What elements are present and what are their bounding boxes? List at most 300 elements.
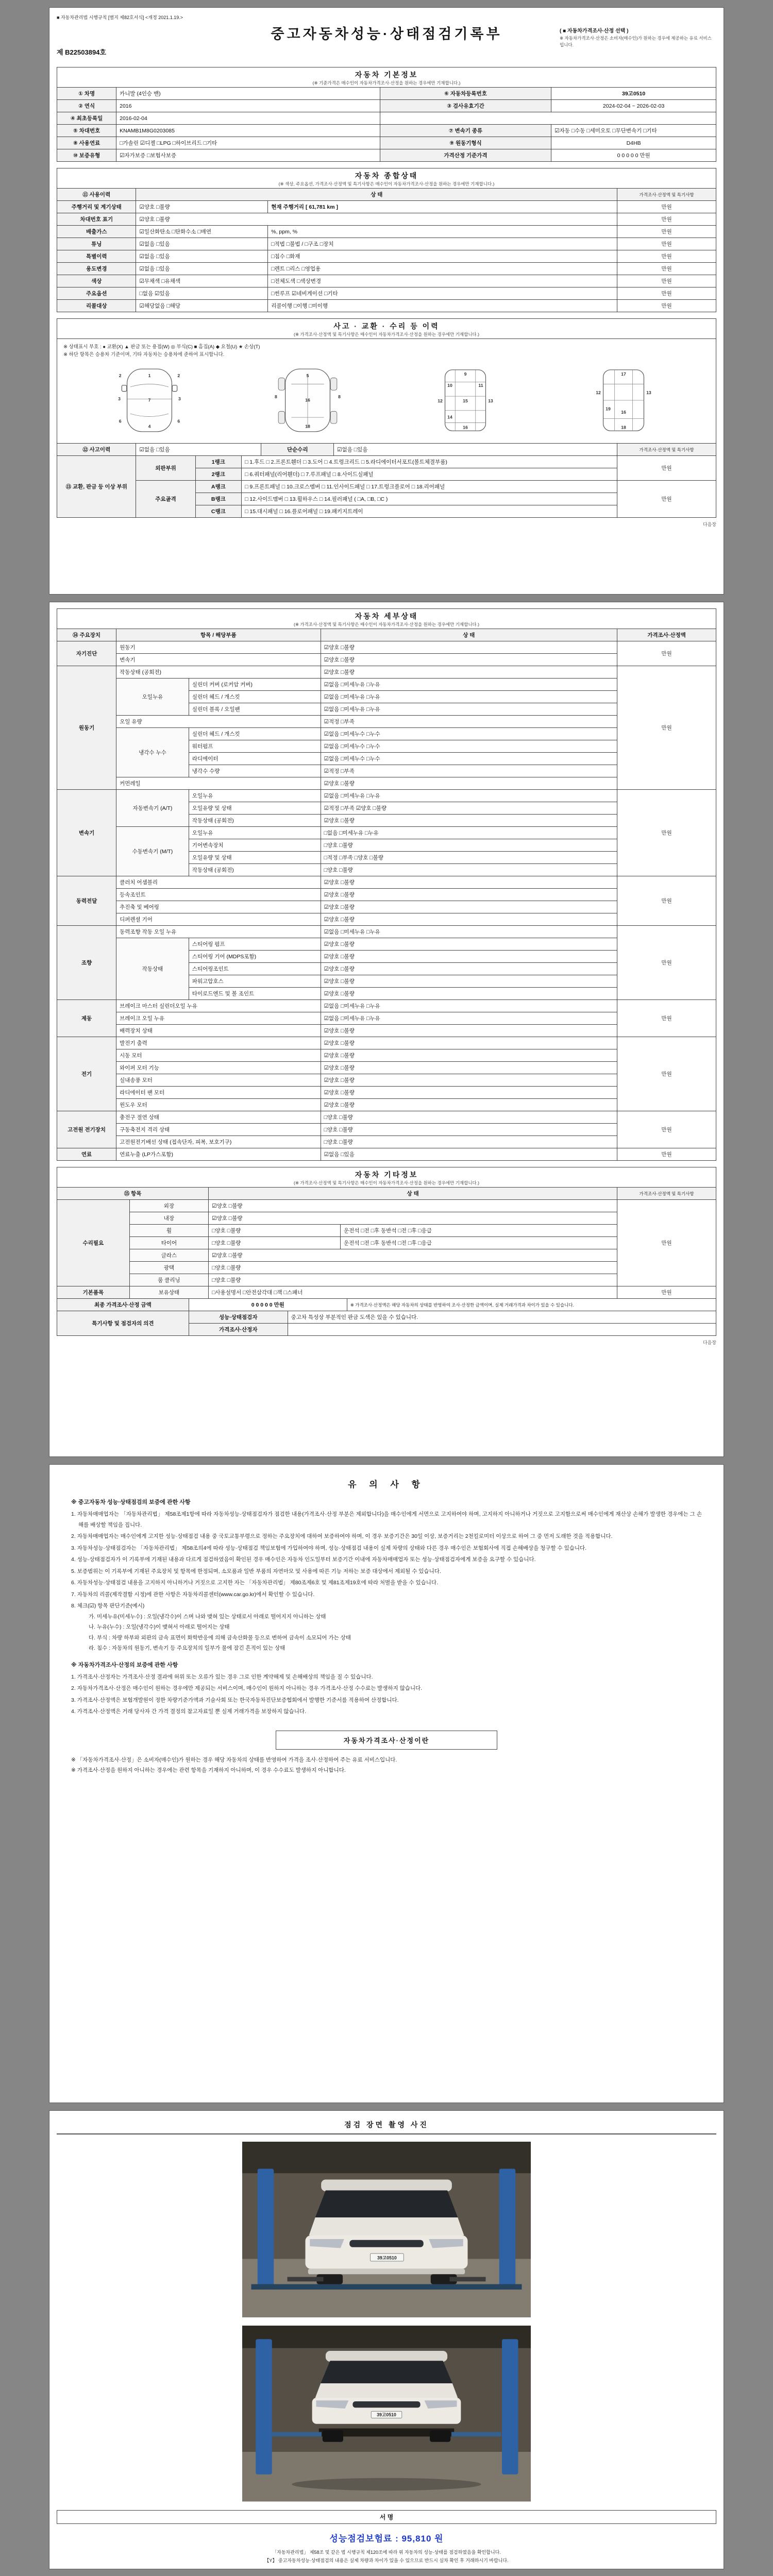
table-cell: 오일 유량 (116, 716, 321, 728)
table-cell: 가격조사·산정액 및 특기사항 (617, 1188, 716, 1200)
notice-line: 3. 가격조사·산정액은 보험개발원이 정한 차량기준가액과 기술사회 또는 한국자동차진단보증협회에서 발행한 기준서를 적용하여 산정합니다. (71, 1697, 399, 1703)
table-cell: KNAMB1M8G0203085 (116, 125, 380, 137)
license-plate-text: 39고0510 (377, 2255, 397, 2261)
table-cell: 스티어링 기어 (MDPS포함) (189, 951, 321, 963)
notice-line: 4. 가격조사·산정액은 거래 당사자 간 가격 결정의 참고자료일 뿐 실제 거래가격을 보장하지 않습니다. (71, 1708, 306, 1715)
table-cell: 브레이크 오일 누유 (116, 1012, 321, 1025)
section-title: 사고 · 교환 · 수리 등 이력 (333, 322, 440, 330)
table-cell: 오일유량 및 상태 (189, 802, 321, 815)
table-cell: 가격조사·산정액 및 특기사항 (617, 444, 716, 456)
table-cell: 작동상태 (116, 938, 189, 1000)
table-cell: □양호 □불량 (321, 864, 617, 876)
table-cell: 변속기 (57, 790, 116, 876)
table-cell: ☑양호 □불량 (321, 1099, 617, 1111)
form-page-1 (49, 7, 724, 595)
table-cell: 조향 (57, 926, 116, 1000)
table-cell: ☑양호 □불량 (321, 938, 617, 951)
table-cell: 등속조인트 (116, 889, 321, 901)
table-cell: 가격조사·산정자 (189, 1324, 288, 1336)
svg-text:12: 12 (438, 398, 443, 404)
table-cell: 카니발 (4인승 밴) (116, 88, 380, 100)
svg-text:8: 8 (274, 394, 277, 400)
table-cell: ☑없음 □미세누유 □누유 (321, 1000, 617, 1012)
table-cell: B랭크 (195, 493, 242, 505)
next-page-label: 다음장 (702, 522, 716, 528)
table-cell: 현재 주행거리 [ 61,781 km ] (268, 201, 617, 213)
section-title: 자동차 기타정보 (355, 1171, 418, 1179)
inspection-photo-front (242, 2142, 531, 2317)
table-cell: ☑양호 □불량 (321, 666, 617, 679)
notice-line: 1. 가격조사·산정자는 가격조사·산정 결과에 허위 또는 오류가 있는 경우 그로 인한 계약해제 및 손해배상의 책임을 질 수 있습니다. (71, 1673, 373, 1680)
table-cell: 냉각수 누수 (116, 728, 189, 777)
table-cell: 만원 (617, 876, 716, 926)
table-cell: ☑양호 □불량 (321, 1037, 617, 1049)
table-cell: 클러치 어셈블리 (116, 876, 321, 889)
table-cell: 휠 (129, 1225, 208, 1237)
table-cell: 실린더 커버 (로커암 커버) (189, 679, 321, 691)
svg-text:3: 3 (178, 396, 181, 402)
table-cell: ☑없음 □있음 (136, 263, 268, 275)
signature-bar: 서 명 (57, 2510, 716, 2524)
table-cell: 윈도우 모터 (116, 1099, 321, 1111)
table-cell: ☑없음 □미세누유 □누유 (321, 679, 617, 691)
svg-text:11: 11 (478, 383, 483, 388)
svg-text:18: 18 (305, 424, 310, 430)
table-cell: ☑양호 □불량 (321, 901, 617, 913)
table-cell: 만원 (617, 926, 716, 1000)
table-cell: ⑩ 보증유형 (57, 149, 116, 162)
table-cell: 동력전달 (57, 876, 116, 926)
svg-text:5: 5 (306, 373, 309, 379)
table-cell: 브레이크 마스터 실린더오일 누유 (116, 1000, 321, 1012)
table-cell: ☑양호 □불량 (321, 1062, 617, 1074)
table-cell: ☑양호 □불량 (321, 815, 617, 827)
table-cell: ☑없음 □있음 (334, 444, 617, 456)
notice-line: 3. 자동차성능·상태점검자는 「자동차관리법」 제58조의4에 따라 성능·상태점검 책임보험에 가입하여야 하며, 성능·상태점검 내용이 실제 차량의 상태와 다른 경우 매수인은 보험회사에 직접 손해배상을 청구할 수 있습니다. (71, 1545, 587, 1551)
notice-line: 라. 침수 : 자동차의 원동기, 변속기 등 주요장치의 일부가 물에 잠긴 흔적이 있는 상태 (89, 1645, 285, 1652)
section-note: (※ 색상, 주요옵션, 가격조사·산정액 및 특기사항은 매수인이 자동차가격조사·산정을 원하는 경우에만 기재합니다.) (278, 181, 495, 187)
table-cell: ☑없음 □있음 (136, 250, 268, 263)
table-cell: ☑양호 □불량 (321, 1049, 617, 1062)
table-cell: 1랭크 (195, 456, 242, 468)
table-cell: ☑양호 □불량 (321, 951, 617, 963)
table-cell: 타이어 (129, 1237, 208, 1249)
etc-info-table (57, 1187, 716, 1299)
svg-text:6: 6 (177, 418, 180, 424)
table-cell: ☑양호 □불량 (321, 654, 617, 666)
table-cell: ☑양호 □불량 (209, 1200, 617, 1212)
table-cell: ☑일산화탄소 □탄화수소 □매연 (136, 226, 268, 238)
table-cell: ⑮ 항목 (57, 1188, 209, 1200)
table-cell: 만원 (617, 238, 716, 250)
detail-condition-table (57, 629, 716, 1161)
footer-confirmation-note: 「자동차관리법」 제58조 및 같은 법 시행규칙 제120조에 따라 위 자동차의 성능·상태를 점검하였음을 확인합니다. (272, 2549, 501, 2555)
table-cell: 0 0 0 0 0 만원 (551, 149, 716, 162)
section-title: 자동차 기본정보 (355, 71, 418, 79)
table-cell: 운전석 □전 □후 동반석 □전 □후 □응급 (340, 1237, 617, 1249)
inspector-opinion-table (57, 1311, 716, 1336)
car-diagrams (63, 362, 710, 439)
panel-rank-table (57, 455, 716, 518)
table-cell: ☑없음 □미세누수 □누수 (321, 753, 617, 765)
table-cell: ☑없음 □미세누수 □누수 (321, 728, 617, 740)
table-cell: ☑없음 □미세누수 □누수 (321, 740, 617, 753)
table-cell: 배출가스 (57, 226, 136, 238)
table-cell: 수동변속기 (M/T) (116, 827, 189, 876)
table-cell: ☑양호 □불량 (136, 201, 268, 213)
table-cell: 수리필요 (57, 1200, 130, 1286)
section-note: (※ 가격조사·산정액 및 특기사항은 매수인이 자동차가격조사·산정을 원하는 경우에만 기재합니다.) (294, 622, 479, 627)
accident-flag-table (57, 443, 716, 456)
table-cell: 상 태 (136, 189, 617, 201)
table-cell: ⑫ 사고이력 (57, 444, 136, 456)
table-cell: □양호 □불량 (321, 1111, 617, 1124)
section-title: 자동차 종합상태 (355, 172, 418, 180)
table-cell: 와이퍼 모터 기능 (116, 1062, 321, 1074)
table-cell: 주요골격 (136, 481, 195, 518)
table-cell: 만원 (617, 1000, 716, 1037)
document-background (0, 7, 773, 2576)
table-cell: ☑없음 □미세누유 □누유 (321, 790, 617, 802)
table-cell: ☑양호 □불량 (321, 988, 617, 1000)
inspection-photo-lifted (242, 2326, 531, 2501)
table-cell: 기어변속장치 (189, 839, 321, 852)
section-comprehensive (57, 168, 716, 189)
form-page-2 (49, 602, 724, 1457)
table-cell: 스티어링조인트 (189, 963, 321, 975)
svg-text:3: 3 (117, 396, 121, 402)
document-page (49, 7, 724, 2569)
table-cell: ⑬ 교환, 판금 등 이상 부위 (57, 456, 136, 518)
table-cell: 만원 (617, 300, 716, 312)
table-cell: 오일유량 및 상태 (189, 852, 321, 864)
table-cell: ☑양호 □불량 (321, 1074, 617, 1087)
table-cell: 중고차 특성상 부분적인 판금 도색은 있을 수 있습니다. (288, 1311, 716, 1324)
notice-line: ※ 「자동차가격조사·산정」은 소비자(매수인)가 원하는 경우 해당 자동차의 상태를 반영하여 가격을 조사·산정하여 주는 유료 서비스입니다. (71, 1756, 397, 1763)
table-cell: D4HB (551, 137, 716, 149)
notice-line: 2. 자동차가격조사·산정은 매수인이 원하는 경우에만 제공되는 서비스이며, 매수인이 원하지 아니하는 경우 가격조사·산정 수수료는 발생하지 않습니다. (71, 1685, 423, 1692)
table-cell: 타이로드엔드 및 볼 조인트 (189, 988, 321, 1000)
table-cell: ⑪ 사용이력 (57, 189, 136, 201)
table-cell: ③ 검사유효기간 (380, 100, 551, 112)
table-cell: □양호 □불량 (209, 1225, 341, 1237)
inspection-insurance-fee: 성능점검보험료 : 95,810 원 (329, 2533, 444, 2544)
table-cell: 가격조사·산정액 (617, 629, 716, 641)
table-cell: □ 6.쿼터패널(리어휀더) □ 7.루프패널 □ 8.사이드실패널 (242, 468, 617, 481)
table-cell: ☑양호 □불량 (321, 975, 617, 988)
table-cell: ☑양호 □불량 (321, 1025, 617, 1037)
notice-line: 나. 누유(누수) : 오일(냉각수)이 맺혀서 아래로 떨어지는 상태 (89, 1624, 230, 1631)
table-cell: ⑭ 주요장치 (57, 629, 116, 641)
table-cell: 만원 (617, 1200, 716, 1286)
next-page-label: 다음장 (702, 1340, 716, 1345)
form-regulation-note: ■ 자동차관리법 시행규칙 [별지 제82호서식] <개정 2021.1.19.> (57, 15, 183, 20)
table-cell: 특별이력 (57, 250, 136, 263)
table-cell: 차대번호 표기 (57, 213, 136, 226)
photo-list (57, 2142, 716, 2502)
status-symbol-legend: ※ 상태표시 부호 : ● 교환(X) ▲ 판금 또는 용접(W) ◎ 부식(C) ■ 흠집(A) ◆ 요철(U) ★ 손상(T) (63, 344, 260, 350)
table-cell: 운전석 □전 □후 동반석 □전 □후 □응급 (340, 1225, 617, 1237)
table-cell: 원동기 (116, 641, 321, 654)
table-cell: ☑없음 □미세누유 □누유 (321, 703, 617, 716)
table-cell: 연료 (57, 1148, 116, 1161)
table-cell: □양호 □불량 (209, 1237, 341, 1249)
table-cell: 라디에이터 (189, 753, 321, 765)
svg-text:14: 14 (447, 414, 453, 420)
table-cell: A랭크 (195, 481, 242, 493)
price-survey-select-note: ※ 자동차가격조사·산정은 소비자(매수인)가 원하는 경우에 제공하는 유료 서비스입니다. (560, 36, 712, 47)
svg-text:2: 2 (119, 373, 122, 379)
table-cell: 구동축전지 격리 상태 (116, 1124, 321, 1136)
notice-line: 6. 자동차성능·상태점검 내용을 고지하지 아니하거나 거짓으로 고지한 자는 「자동차관리법」 제80조제6호 및 제81조제19호에 따라 처벌을 받을 수 있습니다. (71, 1580, 439, 1586)
table-cell: □ 9.프론트패널 □ 10.크로스멤버 □ 11.인사이드패널 □ 17.트렁크플로어 □ 18.리어패널 (242, 481, 617, 493)
table-cell: 고전원전기배선 상태 (접속단자, 피복, 보호기구) (116, 1136, 321, 1148)
section-note: (※ 가격조사·산정액 및 특기사항은 매수인이 자동차가격조사·산정을 원하는 경우에만 기재합니다.) (294, 1180, 479, 1185)
car-diagram-frame-rear-icon (551, 362, 696, 439)
table-cell: ☑양호 □불량 (209, 1212, 617, 1225)
notice-line: ※ 자동차가격조사·산정의 보증에 관한 사항 (71, 1662, 178, 1668)
svg-text:6: 6 (119, 418, 122, 424)
price-survey-definition-box: 자동차가격조사·산정이란 (276, 1731, 497, 1750)
table-cell: 실린더 헤드 / 개스킷 (189, 728, 321, 740)
table-cell: ☑적정 □부족 (321, 765, 617, 777)
notice-line: 4. 성능·상태점검자가 이 기록부에 기재된 내용과 다르게 점검하였음이 확인된 경우 매수인은 자동차 인도일부터 보증기간 이내에 자동차매매업자 또는 성능·상태점검자에게 보증을 요구할 수 있습니다. (71, 1556, 536, 1563)
table-cell: 룸 클리닝 (129, 1274, 208, 1286)
table-cell: 제동 (57, 1000, 116, 1037)
table-cell: 상 태 (209, 1188, 617, 1200)
table-cell: □가솔린 ☑디젤 □LPG □하이브리드 □기타 (116, 137, 380, 149)
table-cell: □ 12.사이드멤버 □ 13.휠하우스 □ 14.필러패널 ( □A, □B, □C ) (242, 493, 617, 505)
table-cell: 튜닝 (57, 238, 136, 250)
table-cell: ☑적정 □부족 ☑양호 □불량 (321, 802, 617, 815)
svg-text:1: 1 (148, 373, 151, 379)
svg-text:13: 13 (488, 398, 494, 404)
table-cell: 발전기 출력 (116, 1037, 321, 1049)
comprehensive-table (57, 188, 716, 312)
svg-text:18: 18 (621, 425, 627, 430)
table-cell: 최종 가격조사·산정 금액 (57, 1299, 189, 1311)
table-cell: 원동기 (57, 666, 116, 790)
table-cell: 만원 (617, 1037, 716, 1111)
table-cell: ☑양호 □불량 (209, 1249, 617, 1262)
section-detail (57, 608, 716, 629)
table-cell: 만원 (617, 263, 716, 275)
table-cell: ☑양호 □불량 (321, 641, 617, 654)
table-cell: 고전원 전기장치 (57, 1111, 116, 1148)
table-cell: ☑없음 □미세누유 □누유 (321, 926, 617, 938)
table-cell: ☑양호 □불량 (321, 889, 617, 901)
table-cell: 주행거리 및 계기상태 (57, 201, 136, 213)
table-cell: □ 15.대시패널 □ 16.플로어패널 □ 19.패키지트레이 (242, 505, 617, 518)
table-cell: ☑없음 □미세누유 □누유 (321, 1012, 617, 1025)
table-cell: 용도변경 (57, 263, 136, 275)
document-number: 제 B22503894호 (57, 48, 106, 56)
license-plate-text: 39고0510 (377, 2412, 396, 2418)
notice-title: 유 의 사 항 (348, 1480, 425, 1489)
notice-line: 8. 체크(☑) 항목 판단기준(예시) (71, 1603, 145, 1609)
price-survey-select (560, 27, 714, 48)
table-cell: 외장 (129, 1200, 208, 1212)
photo-page (49, 2110, 724, 2569)
table-cell: 단순수리 (261, 444, 334, 456)
table-cell: 39고0510 (551, 88, 716, 100)
table-cell: 오일누유 (116, 679, 189, 716)
table-cell: 보유상태 (129, 1286, 208, 1299)
notice-line: 2. 자동차매매업자는 매수인에게 고지한 성능·상태점검 내용 중 국토교통부령으로 정하는 주요장치에 대하여 보증하여야 하며, 이 경우 보증기간은 30일 이상, 보증거리는 2천킬로미터 이상으로 하여 그 중 먼저 도래한 것을 적용합니다. (71, 1533, 613, 1540)
svg-text:12: 12 (596, 390, 601, 396)
table-cell: ☑자가보증 □보험사보증 (116, 149, 380, 162)
table-cell: 디퍼렌셜 기어 (116, 913, 321, 926)
table-cell: 특기사항 및 점검자의 의견 (57, 1311, 189, 1336)
footer-warning-note: 【Y】 중고자동차성능·상태점검의 내용은 실제 차량과 차이가 있을 수 있으므로 반드시 실차 확인 후 거래하시기 바랍니다. (264, 2557, 509, 2563)
table-cell: □적법 □불법 / □구조 □장치 (268, 238, 617, 250)
table-cell: □없음 □미세누유 □누유 (321, 827, 617, 839)
svg-text:16: 16 (305, 397, 310, 403)
table-cell: 성능·상태점검자 (189, 1311, 288, 1324)
table-cell: 항목 / 해당부품 (116, 629, 321, 641)
table-cell: ☑무채색 □유채색 (136, 275, 268, 287)
table-cell: 상 태 (321, 629, 617, 641)
price-survey-definition-notes (71, 1755, 702, 1776)
table-cell: 전기 (57, 1037, 116, 1111)
table-cell: 만원 (617, 481, 716, 518)
notice-line: 가. 미세누유(미세누수) : 오일(냉각수)이 스며 나와 맺혀 있는 상태로서 아래로 떨어지지 아니하는 상태 (89, 1613, 326, 1620)
section-accident-history (57, 318, 716, 339)
table-cell: 실내송풍 모터 (116, 1074, 321, 1087)
table-cell: 만원 (617, 1286, 716, 1299)
table-cell: ☑양호 □불량 (136, 213, 617, 226)
form-header (57, 14, 716, 61)
table-cell: 배력장치 상태 (116, 1025, 321, 1037)
table-cell: 2016 (116, 100, 380, 112)
table-cell: 만원 (617, 287, 716, 300)
table-cell: ☑없음 □있음 (136, 444, 261, 456)
table-cell: 주요옵션 (57, 287, 136, 300)
svg-text:15: 15 (463, 398, 468, 404)
table-cell: 만원 (617, 1148, 716, 1161)
table-cell: 내장 (129, 1212, 208, 1225)
notice-line: ※ 가격조사·산정을 원하지 아니하는 경우에는 관련 항목을 기재하지 아니하며, 이 경우 수수료도 발생하지 아니합니다. (71, 1767, 346, 1774)
table-cell: 워터펌프 (189, 740, 321, 753)
table-cell: 자동변속기 (A/T) (116, 790, 189, 827)
table-cell: 커먼레일 (116, 777, 321, 790)
table-cell: □없음 ☑있음 (136, 287, 268, 300)
table-cell: 만원 (617, 275, 716, 287)
car-diagram-exterior-top-icon (77, 362, 222, 439)
table-cell: 만원 (617, 1111, 716, 1148)
svg-text:19: 19 (606, 406, 611, 412)
final-price-table (57, 1298, 716, 1311)
table-cell: ⑧ 사용연료 (57, 137, 116, 149)
table-cell: 실린더 블록 / 오일팬 (189, 703, 321, 716)
table-cell: □양호 □불량 (209, 1262, 617, 1274)
table-cell: □썬루프 ☑네비게이션 □기타 (268, 287, 617, 300)
table-cell: 냉각수 수량 (189, 765, 321, 777)
table-cell: 글라스 (129, 1249, 208, 1262)
table-cell: 오일누유 (189, 790, 321, 802)
table-cell: ☑양호 □불량 (321, 1087, 617, 1099)
svg-text:8: 8 (338, 394, 341, 400)
table-cell: ※ 가격조사·산정액은 해당 자동차의 상태를 반영하여 조사·산정한 금액이며, 실제 거래가격과 차이가 있을 수 있습니다. (347, 1299, 716, 1311)
notice-line: 다. 부식 : 차량 하부와 외판의 금속 표면이 화학반응에 의해 금속산화물 등으로 변하여 금속이 소모되어 가는 상태 (89, 1634, 351, 1641)
section-note: (※ 가격조사·산정액 및 특기사항은 매수인이 자동차가격조사·산정을 원하는 경우에만 기재합니다.) (294, 332, 479, 337)
car-diagram-frame-front-icon (393, 362, 537, 439)
table-cell: ④ 최초등록일 (57, 112, 116, 125)
table-cell: ⑤ 차대번호 (57, 125, 116, 137)
table-cell: □렌트 □리스 □영업용 (268, 263, 617, 275)
table-cell: 만원 (617, 201, 716, 213)
table-cell: □양호 □불량 (209, 1274, 617, 1286)
notice-line: 5. 보증범위는 이 기록부에 기재된 주요장치 및 항목에 한정되며, 소모품과 일반 부품의 자연마모 및 사용에 따른 기능 저하는 보증 대상에서 제외될 수 있습니다. (71, 1568, 441, 1574)
section-title: 자동차 세부상태 (355, 612, 418, 620)
svg-text:4: 4 (148, 424, 151, 430)
table-cell: 만원 (617, 213, 716, 226)
table-cell: ☑없음 □있음 (321, 1148, 617, 1161)
table-cell: 변속기 (116, 654, 321, 666)
table-cell: 기본품목 (57, 1286, 130, 1299)
table-cell: ☑양호 □불량 (321, 876, 617, 889)
table-cell: □사용설명서 □안전삼각대 □잭 □스패너 (209, 1286, 617, 1299)
basic-info-table (57, 87, 716, 162)
table-cell: 자기진단 (57, 641, 116, 666)
table-cell: 실린더 헤드 / 개스킷 (189, 691, 321, 703)
svg-text:9: 9 (464, 371, 467, 377)
notice-line: 7. 자동차의 리콜(제작결함 시정)에 관한 사항은 자동차리콜센터(www.car.go.kr)에서 확인할 수 있습니다. (71, 1591, 315, 1598)
table-cell: 파워고압호스 (189, 975, 321, 988)
svg-text:7: 7 (148, 397, 151, 403)
table-cell: ☑양호 □불량 (321, 913, 617, 926)
table-cell: 만원 (617, 641, 716, 666)
svg-text:13: 13 (646, 390, 651, 396)
table-cell: 충전구 절연 상태 (116, 1111, 321, 1124)
photo-section-title: 점검 장면 촬영 사진 (57, 2117, 716, 2134)
notice-line: 1. 자동차매매업자는 「자동차관리법」 제58조제1항에 따라 자동차성능·상태점검자가 점검한 내용(가격조사·산정 부분은 제외합니다)을 매수인에게 서면으로 고지하여야 하며, 고지하지 아니하거나 거짓으로 고지함으로써 매수인에게 재산상 손해가 발생한 경우에는 그 손해를 배상할 책임을 집니다. (71, 1511, 702, 1528)
svg-text:2: 2 (177, 373, 180, 379)
table-cell: ⑦ 변속기 종류 (380, 125, 551, 137)
diagram-basis-note: ※ 하단 항목은 승용차 기준이며, 기타 자동차는 승용차에 준하여 표시합니다. (63, 352, 225, 358)
table-cell: □침수 □화재 (268, 250, 617, 263)
table-cell: □양호 □불량 (321, 1124, 617, 1136)
table-cell: 가격조사·산정액 및 특기사항 (617, 189, 716, 201)
table-cell: 2랭크 (195, 468, 242, 481)
table-cell: 0 0 0 0 0 만원 (189, 1299, 347, 1311)
price-survey-select-label: ( ■ 자동차가격조사·산정 선택 ) (560, 28, 629, 34)
notice-page (49, 1464, 724, 2103)
section-etc-info (57, 1167, 716, 1188)
table-cell: 광택 (129, 1262, 208, 1274)
table-cell: ☑적정 □부족 (321, 716, 617, 728)
table-cell: □양호 □불량 (321, 839, 617, 852)
table-cell: ☑양호 □불량 (321, 963, 617, 975)
table-cell: 만원 (617, 790, 716, 876)
table-cell: 오일누유 (189, 827, 321, 839)
table-cell: 2024-02-04 ~ 2026-02-03 (551, 100, 716, 112)
table-cell: □적정 □부족 □양호 □불량 (321, 852, 617, 864)
table-cell: □양호 □불량 (321, 1136, 617, 1148)
table-cell: 만원 (617, 666, 716, 790)
table-cell: 동력조향 작동 오일 누유 (116, 926, 321, 938)
table-cell: 추진축 및 베어링 (116, 901, 321, 913)
table-cell: %, ppm, % (268, 226, 617, 238)
svg-text:17: 17 (621, 371, 627, 377)
table-cell: 리콜대상 (57, 300, 136, 312)
table-cell (380, 112, 716, 125)
notice-body (71, 1497, 702, 1717)
table-cell: 가격산정 기준가격 (380, 149, 551, 162)
table-cell: 리콜이행 □이행 □미이행 (268, 300, 617, 312)
table-cell: 만원 (617, 456, 716, 481)
table-cell: ☑양호 □불량 (321, 777, 617, 790)
